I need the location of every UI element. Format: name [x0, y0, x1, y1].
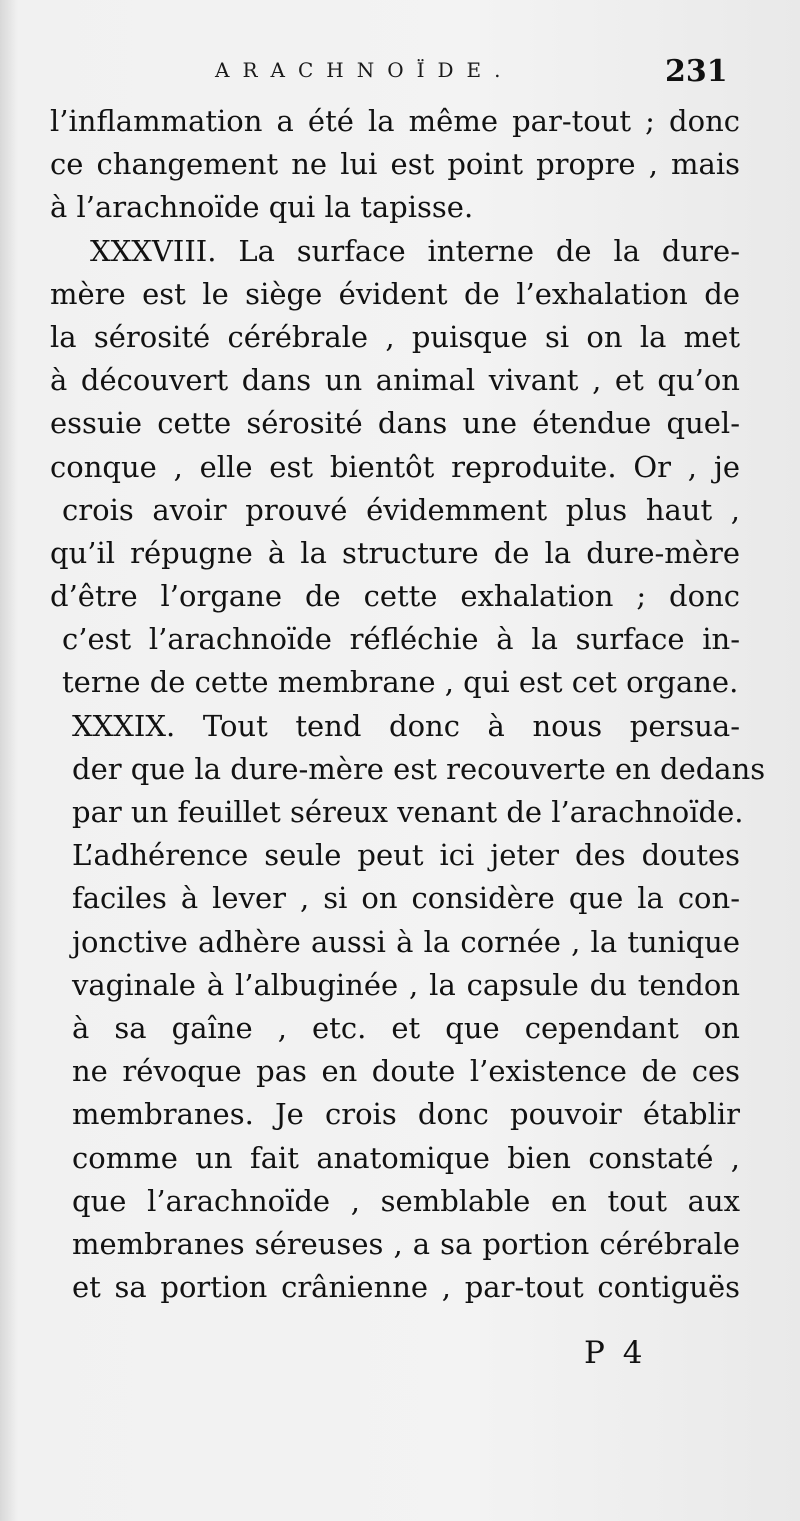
text-line: mère est le siège évident de l’exhalation de: [50, 276, 740, 311]
text-line: l’inflammation a été la même par-tout ; donc: [50, 104, 740, 138]
text-line: der que la dure-mère est recouverte en dedans: [72, 751, 766, 786]
text-line: conque , elle est bientôt reproduite. Or , je: [50, 449, 740, 484]
text-line: à sa gaîne , etc. et que cependant on: [72, 1010, 740, 1045]
text-line: faciles à lever , si on considère que la con-: [72, 881, 740, 916]
text-line: d’être l’organe de cette exhalation ; donc: [50, 579, 740, 614]
text-line: vaginale à l’albuginée , la capsule du tendon: [72, 967, 740, 1002]
section-heading-line: XXXIX. Tout tend donc à nous persua-: [72, 708, 740, 743]
text-line: L’adhérence seule peut ici jeter des doutes: [72, 838, 740, 873]
text-line: membranes séreuses , a sa portion cérébrale: [72, 1226, 740, 1261]
page-header: [0, 52, 800, 92]
text-line: et sa portion crânienne , par-tout contiguës: [72, 1270, 740, 1305]
section-heading-line: XXXVIII. La surface interne de la dure-: [90, 233, 740, 268]
text-line: essuie cette sérosité dans une étendue quel-: [50, 406, 740, 441]
text-line: comme un fait anatomique bien constaté ,: [72, 1140, 740, 1175]
text-line: à l’arachnoïde qui la tapisse.: [50, 190, 474, 225]
running-title: ARACHNOÏDE.: [215, 58, 514, 82]
text-line: c’est l’arachnoïde réfléchie à la surface in-: [62, 622, 740, 657]
text-line: crois avoir prouvé évidemment plus haut ,: [62, 492, 740, 527]
text-line: ne révoque pas en doute l’existence de ces: [72, 1054, 740, 1089]
text-line: membranes. Je crois donc pouvoir établir: [72, 1097, 740, 1132]
text-line: qu’il répugne à la structure de la dure-mère: [50, 535, 740, 570]
text-line: par un feuillet séreux venant de l’arachnoïde.: [72, 795, 744, 829]
text-line: terne de cette membrane , qui est cet organe.: [62, 665, 739, 700]
text-line: la sérosité cérébrale , puisque si on la met: [50, 319, 740, 354]
signature-mark: P 4: [584, 1335, 647, 1371]
text-line: à découvert dans un animal vivant , et qu’on: [50, 363, 740, 398]
text-line: ce changement ne lui est point propre , mais: [50, 147, 740, 182]
page-number: 231: [665, 54, 728, 89]
text-line: jonctive adhère aussi à la cornée , la tunique: [72, 924, 740, 959]
body-text: [50, 100, 766, 1309]
text-line: que l’arachnoïde , semblable en tout aux: [72, 1183, 740, 1218]
